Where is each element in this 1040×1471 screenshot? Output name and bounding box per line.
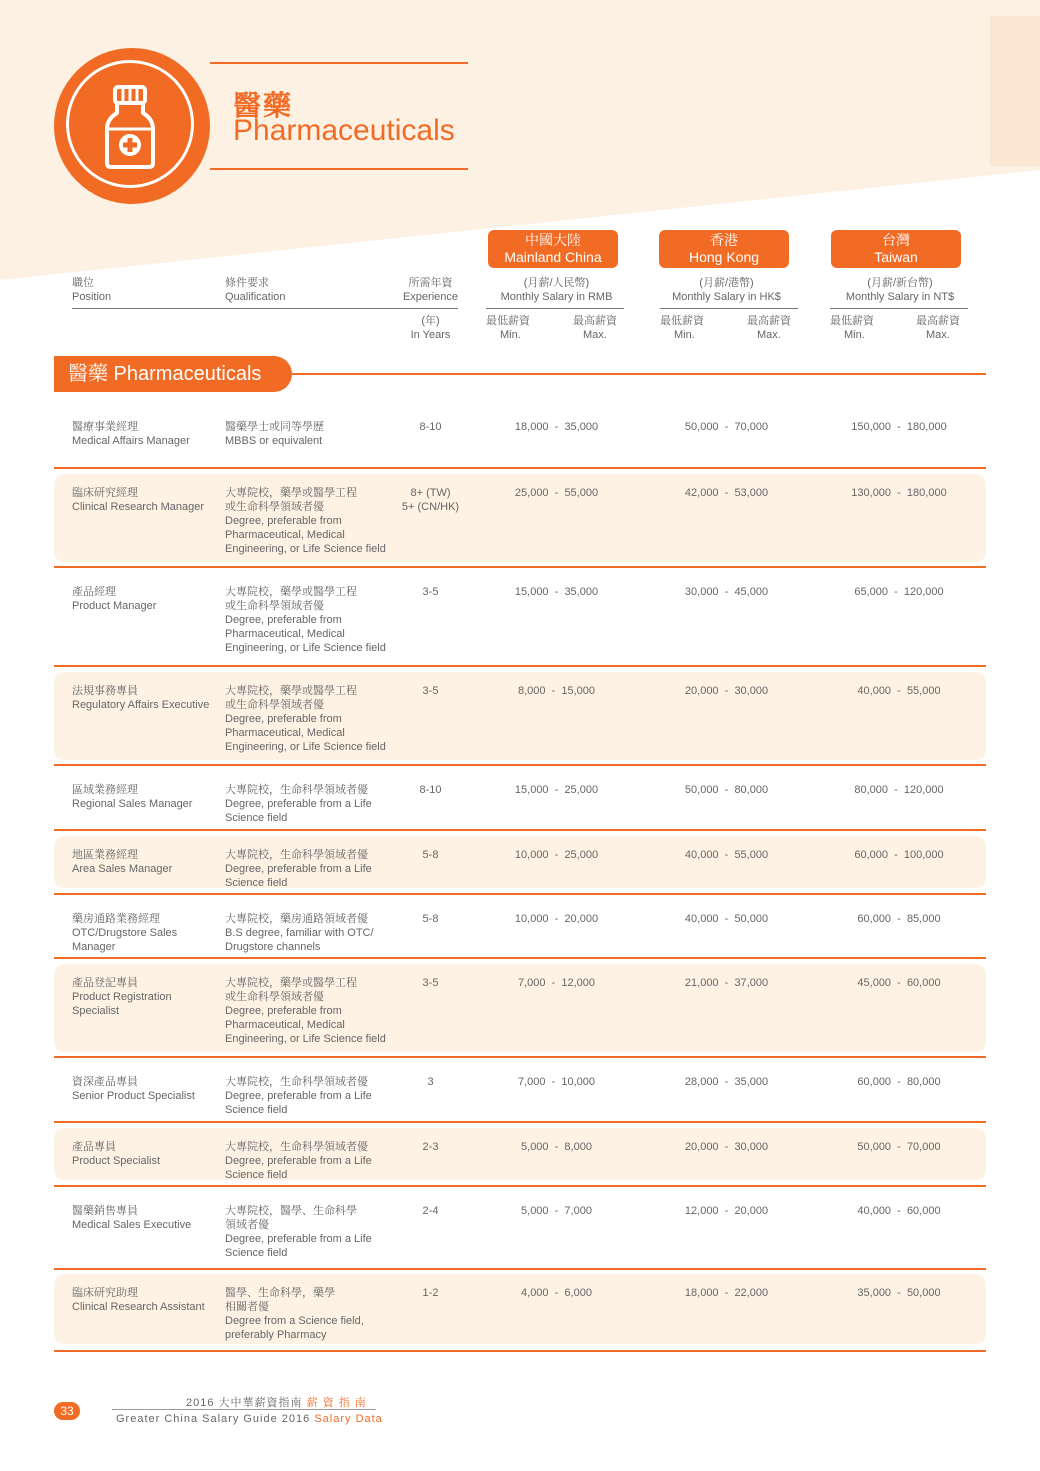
salary-hk-cell: 40,000 - 55,000 <box>684 849 769 861</box>
region-taiwan: 台灣 Taiwan <box>831 230 961 268</box>
qualification-line: 大專院校，生命科學領域者優 <box>225 1076 368 1088</box>
position-zh: 產品經理 <box>72 586 116 598</box>
position-en: OTC/Drugstore Sales Manager <box>72 927 178 953</box>
qualification-line: 或生命科學領域者優 <box>225 501 324 513</box>
medicine-bottle-icon <box>69 63 191 185</box>
row-divider <box>54 957 986 959</box>
position-cell <box>72 585 222 613</box>
position-en: Medical Affairs Manager <box>72 435 190 447</box>
rmb-max-subheader: 最高薪資 Max. <box>573 315 617 341</box>
qualification-line: 領域者優 <box>225 1219 269 1231</box>
qualification-line: 大專院校，生命科學領域者優 <box>225 1141 368 1153</box>
header-rule-tw <box>830 308 968 309</box>
position-zh: 法規事務專員 <box>72 685 138 697</box>
experience-cell: 5-8 <box>422 849 439 861</box>
qualification-cell <box>225 1204 400 1260</box>
row-divider <box>54 566 986 568</box>
position-cell <box>72 1286 222 1314</box>
section-banner-rule <box>292 373 986 375</box>
salary-rmb-cell: 8,000 - 15,000 <box>517 685 596 697</box>
row-divider <box>54 1268 986 1270</box>
table-row <box>54 900 986 956</box>
salary-rmb-cell: 18,000 - 35,000 <box>514 421 599 433</box>
qualification-line: Science field <box>225 877 288 889</box>
salary-tw-cell: 35,000 - 50,000 <box>857 1287 941 1299</box>
col-qualification-header: 條件要求 Qualification <box>225 277 286 303</box>
table-row <box>54 1274 986 1344</box>
qualification-line: Degree from a Science field, <box>225 1315 364 1327</box>
experience-cell: 2-3 <box>422 1141 439 1153</box>
col-experience-header: 所需年資 Experience <box>402 277 459 303</box>
experience-cell: 3-5 <box>422 977 439 989</box>
footer-line-2: Greater China Salary Guide 2016 Salary Data <box>116 1413 383 1425</box>
row-divider <box>54 665 986 667</box>
category-badge <box>54 48 210 204</box>
salary-tw-cell: 60,000 - 80,000 <box>857 1076 941 1088</box>
position-en: Product Specialist <box>72 1155 161 1167</box>
qualification-cell <box>225 912 400 954</box>
qualification-line: Degree, preferable from a Life <box>225 863 372 875</box>
position-en: Medical Sales Executive <box>72 1219 192 1231</box>
qualification-line: 大專院校，藥學或醫學工程 <box>225 487 357 499</box>
position-zh: 資深產品專員 <box>72 1076 138 1088</box>
qualification-line: 相關者優 <box>225 1301 269 1313</box>
tw-min-subheader: 最低薪資 Min. <box>830 315 874 341</box>
footer-line-1: 2016 大中華薪資指南 薪 資 指 南 <box>186 1397 367 1409</box>
table-row <box>54 402 986 464</box>
qualification-line: Engineering, or Life Science field <box>225 543 386 555</box>
qualification-line: Pharmaceutical, Medical <box>225 529 345 541</box>
qualification-line: 大專院校，藥學或醫學工程 <box>225 586 357 598</box>
qualification-line: 或生命科學領域者優 <box>225 600 324 612</box>
position-en: Senior Product Specialist <box>72 1090 195 1102</box>
qualification-cell <box>225 1075 400 1117</box>
position-cell <box>72 684 222 712</box>
salary-rmb-cell: 15,000 - 25,000 <box>514 784 599 796</box>
qualification-line: Drugstore channels <box>225 941 321 953</box>
qualification-line: Degree, preferable from a Life <box>225 1155 372 1167</box>
salary-rmb-cell: 15,000 - 35,000 <box>514 586 599 598</box>
position-en: Product Manager <box>72 600 157 612</box>
qualification-cell <box>225 1140 400 1182</box>
region-mainland-china: 中國大陸 Mainland China <box>488 230 618 268</box>
qualification-line: 大專院校，生命科學領域者優 <box>225 784 368 796</box>
qualification-cell <box>225 848 400 890</box>
salary-rmb-cell: 7,000 - 10,000 <box>517 1076 596 1088</box>
salary-tw-cell: 130,000 - 180,000 <box>851 487 947 499</box>
qualification-line: 或生命科學領域者優 <box>225 991 324 1003</box>
qualification-line: 大專院校，藥學或醫學工程 <box>225 685 357 697</box>
salary-hk-cell: 21,000 - 37,000 <box>684 977 769 989</box>
salary-hk-cell: 42,000 - 53,000 <box>684 487 769 499</box>
salary-tw-cell: 50,000 - 70,000 <box>857 1141 941 1153</box>
position-cell <box>72 976 222 1018</box>
row-divider <box>54 1350 986 1352</box>
qualification-line: Engineering, or Life Science field <box>225 1033 386 1045</box>
page-title-en: Pharmaceuticals <box>233 114 455 147</box>
position-cell <box>72 1140 222 1168</box>
row-divider <box>54 1185 986 1187</box>
position-cell <box>72 848 222 876</box>
corner-tab <box>990 16 1040 166</box>
qualification-line: Degree, preferable from a Life <box>225 798 372 810</box>
salary-hk-cell: 50,000 - 70,000 <box>684 421 769 433</box>
position-zh: 藥房通路業務經理 <box>72 913 160 925</box>
qualification-line: Science field <box>225 812 288 824</box>
row-divider <box>54 829 986 831</box>
hk-max-subheader: 最高薪資 Max. <box>747 315 791 341</box>
experience-cell: 1-2 <box>422 1287 439 1299</box>
position-cell <box>72 1204 222 1232</box>
salary-hk-cell: 12,000 - 20,000 <box>684 1205 769 1217</box>
salary-tw-cell: 45,000 - 60,000 <box>857 977 941 989</box>
footer-rule <box>112 1409 376 1410</box>
salary-hk-cell: 20,000 - 30,000 <box>684 1141 769 1153</box>
qualification-cell <box>225 976 400 1046</box>
salary-rmb-cell: 5,000 - 7,000 <box>521 1205 592 1217</box>
row-divider <box>54 467 986 469</box>
position-en: Clinical Research Manager <box>72 501 205 513</box>
salary-hk-cell: 28,000 - 35,000 <box>684 1076 769 1088</box>
position-zh: 產品專員 <box>72 1141 116 1153</box>
salary-tw-cell: 40,000 - 55,000 <box>857 685 941 697</box>
experience-cell: 5-8 <box>422 913 439 925</box>
salary-rmb-cell: 25,000 - 55,000 <box>514 487 599 499</box>
qualification-line: Degree, preferable from a Life <box>225 1090 372 1102</box>
qualification-cell <box>225 585 400 655</box>
qualification-line: Engineering, or Life Science field <box>225 642 386 654</box>
col-position-header: 職位 Position <box>72 277 112 303</box>
experience-cell: 3-5 <box>422 685 439 697</box>
qualification-line: Degree, preferable from <box>225 1005 342 1017</box>
qualification-line: 醫學、生命科學，藥學 <box>225 1287 335 1299</box>
title-bottom-rule <box>210 168 468 170</box>
row-divider <box>54 1056 986 1058</box>
experience-cell: 8-10 <box>419 421 442 433</box>
position-zh: 臨床研究經理 <box>72 487 138 499</box>
position-zh: 醫藥銷售專員 <box>72 1205 138 1217</box>
hk-min-subheader: 最低薪資 Min. <box>660 315 704 341</box>
experience-cell: 8-10 <box>419 784 442 796</box>
table-row <box>54 573 986 661</box>
table-row <box>54 474 986 562</box>
salary-rmb-cell: 5,000 - 8,000 <box>521 1141 592 1153</box>
qualification-cell <box>225 420 400 448</box>
experience-cell: 3-5 <box>422 586 439 598</box>
row-divider <box>54 893 986 895</box>
col-hk-header: (月薪/港幣) Monthly Salary in HK$ <box>672 277 781 303</box>
position-cell <box>72 1075 222 1103</box>
row-divider <box>54 1121 986 1123</box>
position-zh: 醫療事業經理 <box>72 421 138 433</box>
position-cell <box>72 420 222 448</box>
qualification-line: Degree, preferable from <box>225 515 342 527</box>
table-row <box>54 672 986 760</box>
salary-tw-cell: 80,000 - 120,000 <box>854 784 944 796</box>
position-zh: 產品登記專員 <box>72 977 138 989</box>
qualification-line: Science field <box>225 1169 288 1181</box>
header-rule-hk <box>660 308 798 309</box>
salary-hk-cell: 18,000 - 22,000 <box>684 1287 769 1299</box>
qualification-line: 大專院校，生命科學領域者優 <box>225 849 368 861</box>
position-en: Regulatory Affairs Executive <box>72 699 210 711</box>
salary-tw-cell: 60,000 - 100,000 <box>854 849 944 861</box>
position-cell <box>72 486 222 514</box>
position-en: Product Registration Specialist <box>72 991 172 1017</box>
col-rmb-header: (月薪/人民幣) Monthly Salary in RMB <box>500 277 613 303</box>
qualification-cell <box>225 486 400 556</box>
experience-cell: 2-4 <box>422 1205 439 1217</box>
qualification-line: 醫藥學士或同等學歷 <box>225 421 324 433</box>
years-subheader: (年) In Years <box>410 315 451 341</box>
position-en: Area Sales Manager <box>72 863 173 875</box>
qualification-cell <box>225 1286 400 1342</box>
position-cell <box>72 783 222 811</box>
qualification-line: preferably Pharmacy <box>225 1329 327 1341</box>
salary-tw-cell: 60,000 - 85,000 <box>857 913 941 925</box>
salary-rmb-cell: 10,000 - 20,000 <box>514 913 599 925</box>
col-tw-header: (月薪/新台幣) Monthly Salary in NT$ <box>845 277 955 303</box>
salary-rmb-cell: 7,000 - 12,000 <box>517 977 596 989</box>
position-zh: 臨床研究助理 <box>72 1287 138 1299</box>
qualification-cell <box>225 783 400 825</box>
qualification-line: Degree, preferable from <box>225 713 342 725</box>
table-row <box>54 1192 986 1264</box>
table-row <box>54 964 986 1052</box>
qualification-line: MBBS or equivalent <box>225 435 323 447</box>
qualification-line: Degree, preferable from <box>225 614 342 626</box>
qualification-line: 大專院校，醫學、生命科學 <box>225 1205 357 1217</box>
table-row <box>54 1128 986 1180</box>
salary-tw-cell: 150,000 - 180,000 <box>851 421 947 433</box>
salary-hk-cell: 30,000 - 45,000 <box>684 586 769 598</box>
salary-hk-cell: 50,000 - 80,000 <box>684 784 769 796</box>
qualification-line: 大專院校，藥學或醫學工程 <box>225 977 357 989</box>
table-row <box>54 1063 986 1119</box>
header-rule-rmb <box>486 308 624 309</box>
table-row <box>54 836 986 888</box>
table-row <box>54 771 986 828</box>
region-hong-kong: 香港 Hong Kong <box>659 230 789 268</box>
qualification-line: B.S degree, familiar with OTC/ <box>225 927 374 939</box>
salary-tw-cell: 65,000 - 120,000 <box>854 586 944 598</box>
salary-hk-cell: 40,000 - 50,000 <box>684 913 769 925</box>
salary-tw-cell: 40,000 - 60,000 <box>857 1205 941 1217</box>
rmb-min-subheader: 最低薪資 Min. <box>486 315 530 341</box>
position-zh: 地區業務經理 <box>72 849 138 861</box>
position-en: Regional Sales Manager <box>72 798 193 810</box>
salary-rmb-cell: 10,000 - 25,000 <box>514 849 599 861</box>
experience-cell: 3 <box>427 1076 434 1088</box>
title-top-rule <box>210 62 468 64</box>
row-divider <box>54 764 986 766</box>
qualification-line: Pharmaceutical, Medical <box>225 1019 345 1031</box>
page-number: 33 <box>54 1402 80 1420</box>
qualification-line: Science field <box>225 1247 288 1259</box>
experience-cell: 8+ (TW) 5+ (CN/HK) <box>401 487 460 513</box>
position-cell <box>72 912 222 954</box>
qualification-line: 大專院校，藥房通路領域者優 <box>225 913 368 925</box>
page-title-zh: 醫藥 <box>233 90 294 121</box>
qualification-cell <box>225 684 400 754</box>
qualification-line: Engineering, or Life Science field <box>225 741 386 753</box>
qualification-line: Science field <box>225 1104 288 1116</box>
salary-hk-cell: 20,000 - 30,000 <box>684 685 769 697</box>
section-banner: 醫藥 Pharmaceuticals <box>54 356 292 392</box>
position-zh: 區域業務經理 <box>72 784 138 796</box>
salary-rmb-cell: 4,000 - 6,000 <box>521 1287 592 1299</box>
qualification-line: 或生命科學領域者優 <box>225 699 324 711</box>
header-rule-left <box>72 308 458 309</box>
tw-max-subheader: 最高薪資 Max. <box>916 315 960 341</box>
position-en: Clinical Research Assistant <box>72 1301 205 1313</box>
qualification-line: Pharmaceutical, Medical <box>225 628 345 640</box>
qualification-line: Degree, preferable from a Life <box>225 1233 372 1245</box>
qualification-line: Pharmaceutical, Medical <box>225 727 345 739</box>
